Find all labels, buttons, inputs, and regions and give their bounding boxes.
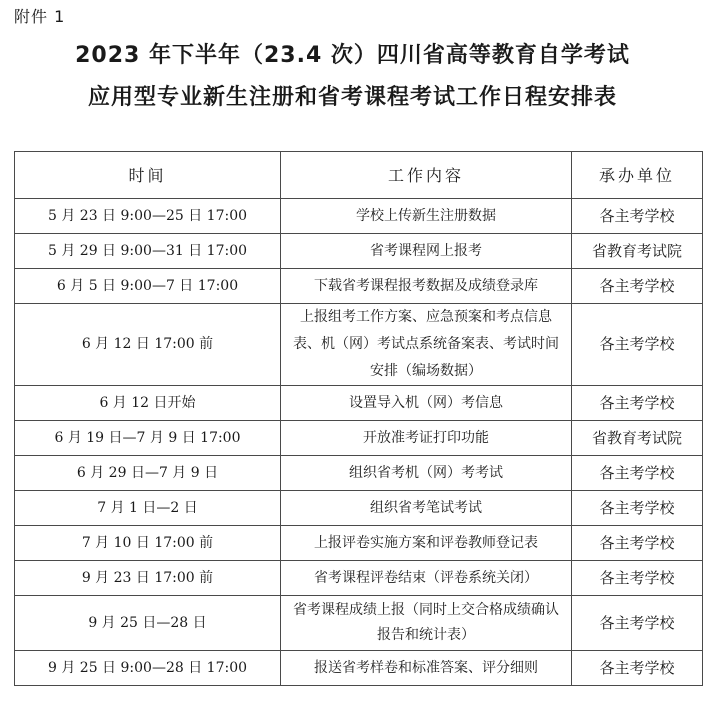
cell-time: 6 月 29 日—7 月 9 日 (15, 456, 281, 491)
cell-content: 报送省考样卷和标准答案、评分细则 (281, 651, 572, 686)
schedule-table (14, 151, 703, 686)
table-row (15, 651, 703, 686)
cell-unit: 各主考学校 (572, 269, 703, 304)
table-row (15, 199, 703, 234)
cell-content: 省考课程成绩上报（同时上交合格成绩确认报告和统计表） (281, 596, 572, 651)
cell-content: 组织省考机（网）考考试 (281, 456, 572, 491)
table-row (15, 269, 703, 304)
cell-time: 6 月 19 日—7 月 9 日 17:00 (15, 421, 281, 456)
cell-content: 省考课程网上报考 (281, 234, 572, 269)
cell-time: 9 月 25 日 9:00—28 日 17:00 (15, 651, 281, 686)
table-row (15, 421, 703, 456)
table-row (15, 491, 703, 526)
cell-unit: 各主考学校 (572, 491, 703, 526)
header-time: 时间 (15, 152, 281, 199)
cell-unit: 各主考学校 (572, 561, 703, 596)
table-row (15, 596, 703, 651)
table-row (15, 386, 703, 421)
table-row (15, 234, 703, 269)
header-content: 工作内容 (281, 152, 572, 199)
cell-time: 6 月 12 日开始 (15, 386, 281, 421)
cell-time: 7 月 10 日 17:00 前 (15, 526, 281, 561)
table-header-row (15, 152, 703, 199)
cell-content: 下载省考课程报考数据及成绩登录库 (281, 269, 572, 304)
cell-content: 上报评卷实施方案和评卷教师登记表 (281, 526, 572, 561)
cell-time: 5 月 23 日 9:00—25 日 17:00 (15, 199, 281, 234)
cell-content: 省考课程评卷结束（评卷系统关闭） (281, 561, 572, 596)
cell-time: 9 月 23 日 17:00 前 (15, 561, 281, 596)
header-unit: 承办单位 (572, 152, 703, 199)
cell-content: 设置导入机（网）考信息 (281, 386, 572, 421)
cell-unit: 各主考学校 (572, 651, 703, 686)
cell-unit: 各主考学校 (572, 456, 703, 491)
cell-time: 7 月 1 日—2 日 (15, 491, 281, 526)
document-title-line1: 2023 年下半年（23.4 次）四川省高等教育自学考试 (75, 43, 630, 68)
table-row (15, 456, 703, 491)
cell-unit: 各主考学校 (572, 526, 703, 561)
table-row (15, 526, 703, 561)
cell-unit: 省教育考试院 (572, 421, 703, 456)
cell-unit: 省教育考试院 (572, 234, 703, 269)
table-row (15, 304, 703, 386)
cell-content: 上报组考工作方案、应急预案和考点信息表、机（网）考试点系统备案表、考试时间安排（编场数据） (281, 304, 572, 386)
cell-time: 6 月 12 日 17:00 前 (15, 304, 281, 386)
cell-time: 5 月 29 日 9:00—31 日 17:00 (15, 234, 281, 269)
cell-content: 学校上传新生注册数据 (281, 199, 572, 234)
cell-time: 9 月 25 日—28 日 (15, 596, 281, 651)
cell-content: 开放准考证打印功能 (281, 421, 572, 456)
cell-unit: 各主考学校 (572, 386, 703, 421)
cell-unit: 各主考学校 (572, 199, 703, 234)
document-title-line2: 应用型专业新生注册和省考课程考试工作日程安排表 (87, 85, 617, 110)
cell-unit: 各主考学校 (572, 304, 703, 386)
attachment-label: 附件 1 (14, 7, 66, 26)
table-row (15, 561, 703, 596)
cell-content: 组织省考笔试考试 (281, 491, 572, 526)
cell-unit: 各主考学校 (572, 596, 703, 651)
cell-time: 6 月 5 日 9:00—7 日 17:00 (15, 269, 281, 304)
